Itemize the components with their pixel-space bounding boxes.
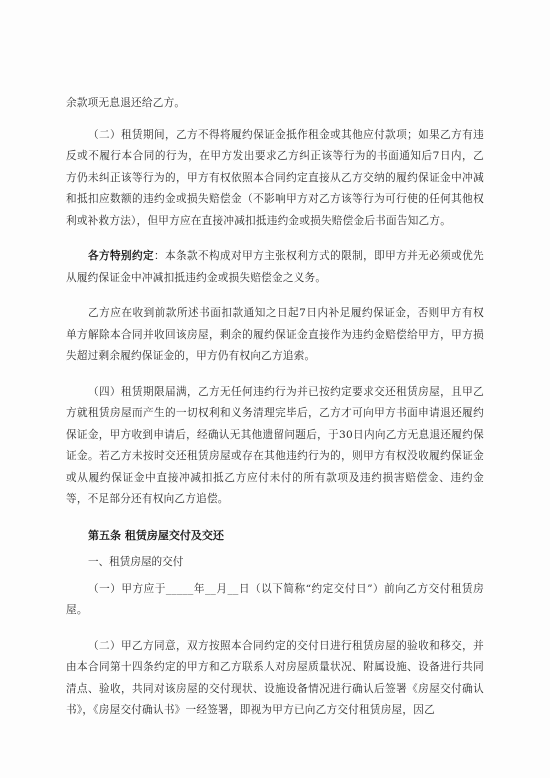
paragraph-delivery-date: （一）甲方应于_____年__月__日（以下简称“约定交付日”）前向乙方交付租赁房屋。 bbox=[66, 582, 484, 616]
article-title: 第五条 租赁房屋交付及交还 bbox=[88, 528, 224, 542]
paragraph-acceptance: （二）甲乙方同意，双方按照本合同约定的交付日进行租赁房屋的验收和移交，并由本合同第十四条约定的甲方和乙方联系人对房屋质量状况、附属设施、设备进行共同清点、验收，共同对该房屋的交付现状、设施设备情况进行确认后签署《房屋交付确认书》，《房屋交付确认书》一经签署，即视为甲方已向乙方交付租赁房屋，因乙 bbox=[66, 639, 484, 716]
section-title: 一、租赁房屋的交付 bbox=[88, 555, 184, 568]
special-agreement-label: 各方特别约定 bbox=[88, 250, 155, 262]
paragraph-top-up: 乙方应在收到前款所述书面扣款通知之日起7日内补足履约保证金，否则甲方有权单方解除本合同并收回该房屋，剩余的履约保证金直接作为违约金赔偿给甲方，甲方损失超过剩余履约保证金的，甲方仍有权向乙方追索。 bbox=[66, 307, 484, 362]
special-agreement-text: ：本条款不构成对甲方主张权利方式的限制，即甲方并无必须或优先从履约保证金中冲减扣抵违约金或损失赔偿金之义务。 bbox=[66, 250, 485, 284]
document-body bbox=[66, 93, 484, 736]
paragraph-clause-4: （四）租赁期限届满，乙方无任何违约行为并已按约定要求交还租赁房屋，且甲乙方就租赁房屋而产生的一切权利和义务清理完毕后，乙方才可向甲方书面申请退还履约保证金，甲方收到申请后，经确认无其他遗留问题后，于30日内向乙方无息退还履约保证金。若乙方未按时交还租赁房屋或存在其他违约行为的，则甲方有权没收履约保证金或从履约保证金中直接冲减扣抵乙方应付未付的所有款项及违约损害赔偿金、违约金等，不足部分还有权向乙方追偿。 bbox=[66, 385, 484, 505]
paragraph-continuation: 余款项无息退还给乙方。 bbox=[66, 97, 186, 109]
paragraph-special-agreement bbox=[66, 246, 484, 289]
paragraph-clause-2: （二）租赁期间，乙方不得将履约保证金抵作租金或其他应付款项；如果乙方有违反或不履行本合同的行为，在甲方发出要求乙方纠正该等行为的书面通知后7日内，乙方仍未纠正该等行为的，甲方有权依照本合同约定直接从乙方交纳的履约保证金中冲减和抵扣应数额的违约金或损失赔偿金（不影响甲方对乙方该等行为可行使的任何其他权利或补救方法），但甲方应在直接冲减扣抵违约金或损失赔偿金后书面告知乙方。 bbox=[66, 128, 484, 227]
